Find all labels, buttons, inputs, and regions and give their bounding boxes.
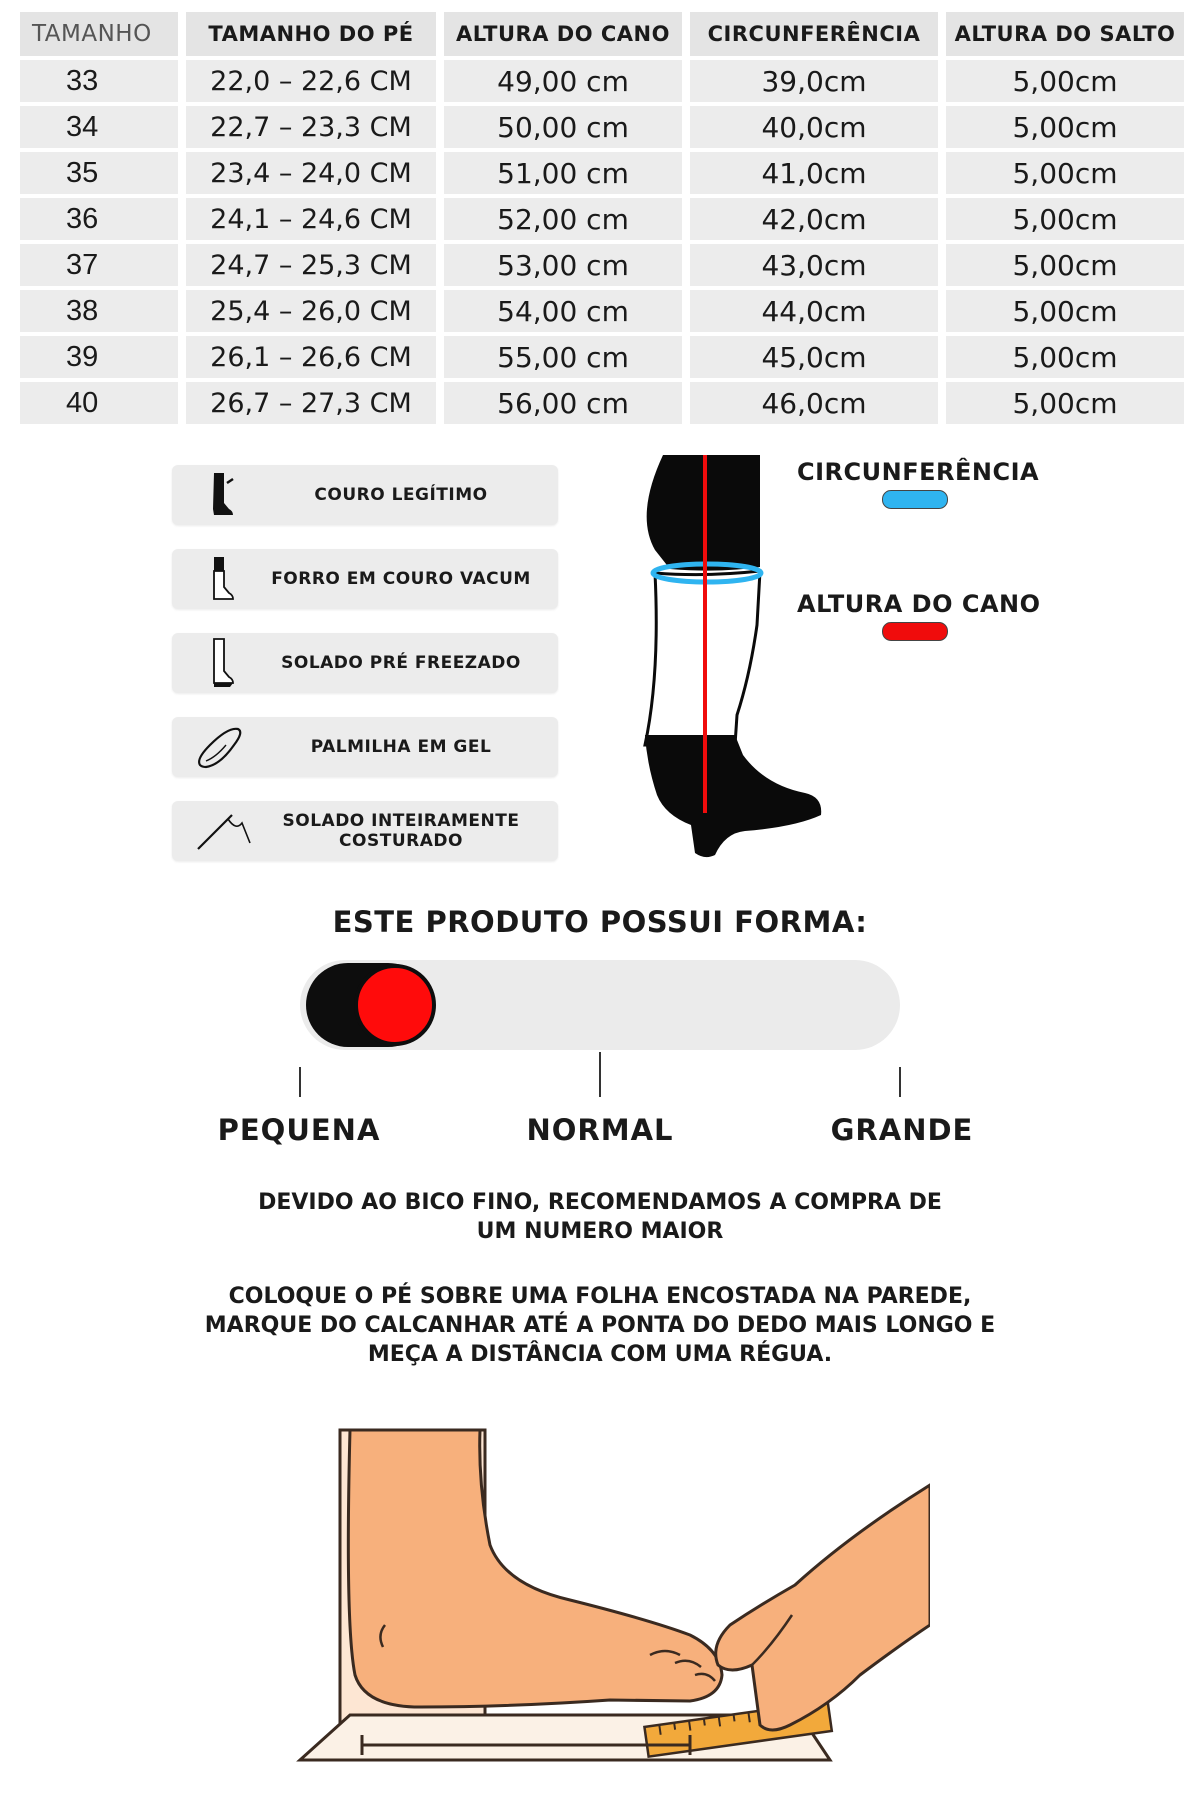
table-cell-foot: 22,0 – 22,6 CM xyxy=(186,60,436,102)
header-size: TAMANHO xyxy=(20,12,178,56)
fit-label-small: PEQUENA xyxy=(217,1113,381,1147)
tick-large xyxy=(899,1067,901,1097)
table-cell-heel: 5,00cm xyxy=(946,152,1184,194)
table-cell-circ: 40,0cm xyxy=(690,106,938,148)
table-cell-circ: 44,0cm xyxy=(690,290,938,332)
boot-sole-icon xyxy=(192,637,252,689)
table-cell-size: 35 xyxy=(20,152,178,194)
table-cell-shaft: 50,00 cm xyxy=(444,106,682,148)
table-cell-heel: 5,00cm xyxy=(946,198,1184,240)
legend-circumference-swatch xyxy=(882,490,948,509)
table-cell-size: 33 xyxy=(20,60,178,102)
feature-label: SOLADO INTEIRAMENTE COSTURADO xyxy=(282,811,520,851)
feature-label: FORRO EM COURO VACUM xyxy=(271,569,531,589)
table-cell-size: 38 xyxy=(20,290,178,332)
feature-label: SOLADO PRÉ FREEZADO xyxy=(281,653,521,673)
header-heel-height: ALTURA DO SALTO xyxy=(946,12,1184,56)
legend-circumference-label: CIRCUNFERÊNCIA xyxy=(797,458,1040,486)
feature-item xyxy=(172,465,558,525)
fit-label-large: GRANDE xyxy=(830,1113,974,1147)
table-cell-size: 39 xyxy=(20,336,178,378)
table-cell-circ: 41,0cm xyxy=(690,152,938,194)
needle-thread-icon xyxy=(192,805,252,857)
fit-title: ESTE PRODUTO POSSUI FORMA: xyxy=(332,905,868,939)
table-cell-heel: 5,00cm xyxy=(946,290,1184,332)
feature-label: COURO LEGÍTIMO xyxy=(314,485,488,505)
fit-label-normal: NORMAL xyxy=(526,1113,674,1147)
table-cell-size: 37 xyxy=(20,244,178,286)
table-cell-shaft: 51,00 cm xyxy=(444,152,682,194)
table-cell-heel: 5,00cm xyxy=(946,106,1184,148)
table-cell-circ: 43,0cm xyxy=(690,244,938,286)
legend-shaft-height-label: ALTURA DO CANO xyxy=(797,590,1041,618)
table-cell-foot: 25,4 – 26,0 CM xyxy=(186,290,436,332)
table-cell-heel: 5,00cm xyxy=(946,336,1184,378)
insole-icon xyxy=(192,721,252,773)
table-cell-circ: 45,0cm xyxy=(690,336,938,378)
feature-label: PALMILHA EM GEL xyxy=(310,737,492,757)
feature-item xyxy=(172,633,558,693)
table-cell-size: 40 xyxy=(20,382,178,424)
boot-lining-icon xyxy=(192,553,252,605)
measuring-instructions: COLOQUE O PÉ SOBRE UMA FOLHA ENCOSTADA NA PAREDE, MARQUE DO CALCANHAR ATÉ A PONTA DO DEDO MAIS LONGO E MEÇA A DISTÂNCIA COM UMA RÉGUA. xyxy=(204,1284,996,1367)
tick-small xyxy=(299,1067,301,1097)
feature-item xyxy=(172,717,558,777)
header-shaft-height: ALTURA DO CANO xyxy=(444,12,682,56)
fit-indicator-dot xyxy=(354,964,436,1046)
foot-measuring-illustration xyxy=(290,1425,930,1770)
table-cell-foot: 26,1 – 26,6 CM xyxy=(186,336,436,378)
table-cell-shaft: 52,00 cm xyxy=(444,198,682,240)
table-cell-heel: 5,00cm xyxy=(946,60,1184,102)
table-cell-shaft: 56,00 cm xyxy=(444,382,682,424)
table-cell-shaft: 54,00 cm xyxy=(444,290,682,332)
feature-list xyxy=(172,465,558,885)
table-cell-shaft: 53,00 cm xyxy=(444,244,682,286)
boot-diagram xyxy=(625,455,840,865)
size-table xyxy=(20,12,1180,424)
feature-item xyxy=(172,801,558,861)
table-cell-heel: 5,00cm xyxy=(946,382,1184,424)
boot-leather-icon xyxy=(192,469,252,521)
table-cell-size: 36 xyxy=(20,198,178,240)
recommendation-note: DEVIDO AO BICO FINO, RECOMENDAMOS A COMPRA DE UM NUMERO MAIOR xyxy=(258,1190,942,1244)
header-circumference: CIRCUNFERÊNCIA xyxy=(690,12,938,56)
table-cell-circ: 46,0cm xyxy=(690,382,938,424)
table-cell-foot: 22,7 – 23,3 CM xyxy=(186,106,436,148)
table-cell-foot: 24,7 – 25,3 CM xyxy=(186,244,436,286)
table-cell-shaft: 55,00 cm xyxy=(444,336,682,378)
table-cell-size: 34 xyxy=(20,106,178,148)
feature-item xyxy=(172,549,558,609)
table-cell-foot: 24,1 – 24,6 CM xyxy=(186,198,436,240)
table-cell-circ: 42,0cm xyxy=(690,198,938,240)
table-cell-shaft: 49,00 cm xyxy=(444,60,682,102)
table-cell-foot: 23,4 – 24,0 CM xyxy=(186,152,436,194)
legend-shaft-height-swatch xyxy=(882,622,948,641)
table-cell-circ: 39,0cm xyxy=(690,60,938,102)
header-foot-length: TAMANHO DO PÉ xyxy=(186,12,436,56)
table-cell-foot: 26,7 – 27,3 CM xyxy=(186,382,436,424)
table-cell-heel: 5,00cm xyxy=(946,244,1184,286)
tick-normal xyxy=(599,1052,601,1097)
